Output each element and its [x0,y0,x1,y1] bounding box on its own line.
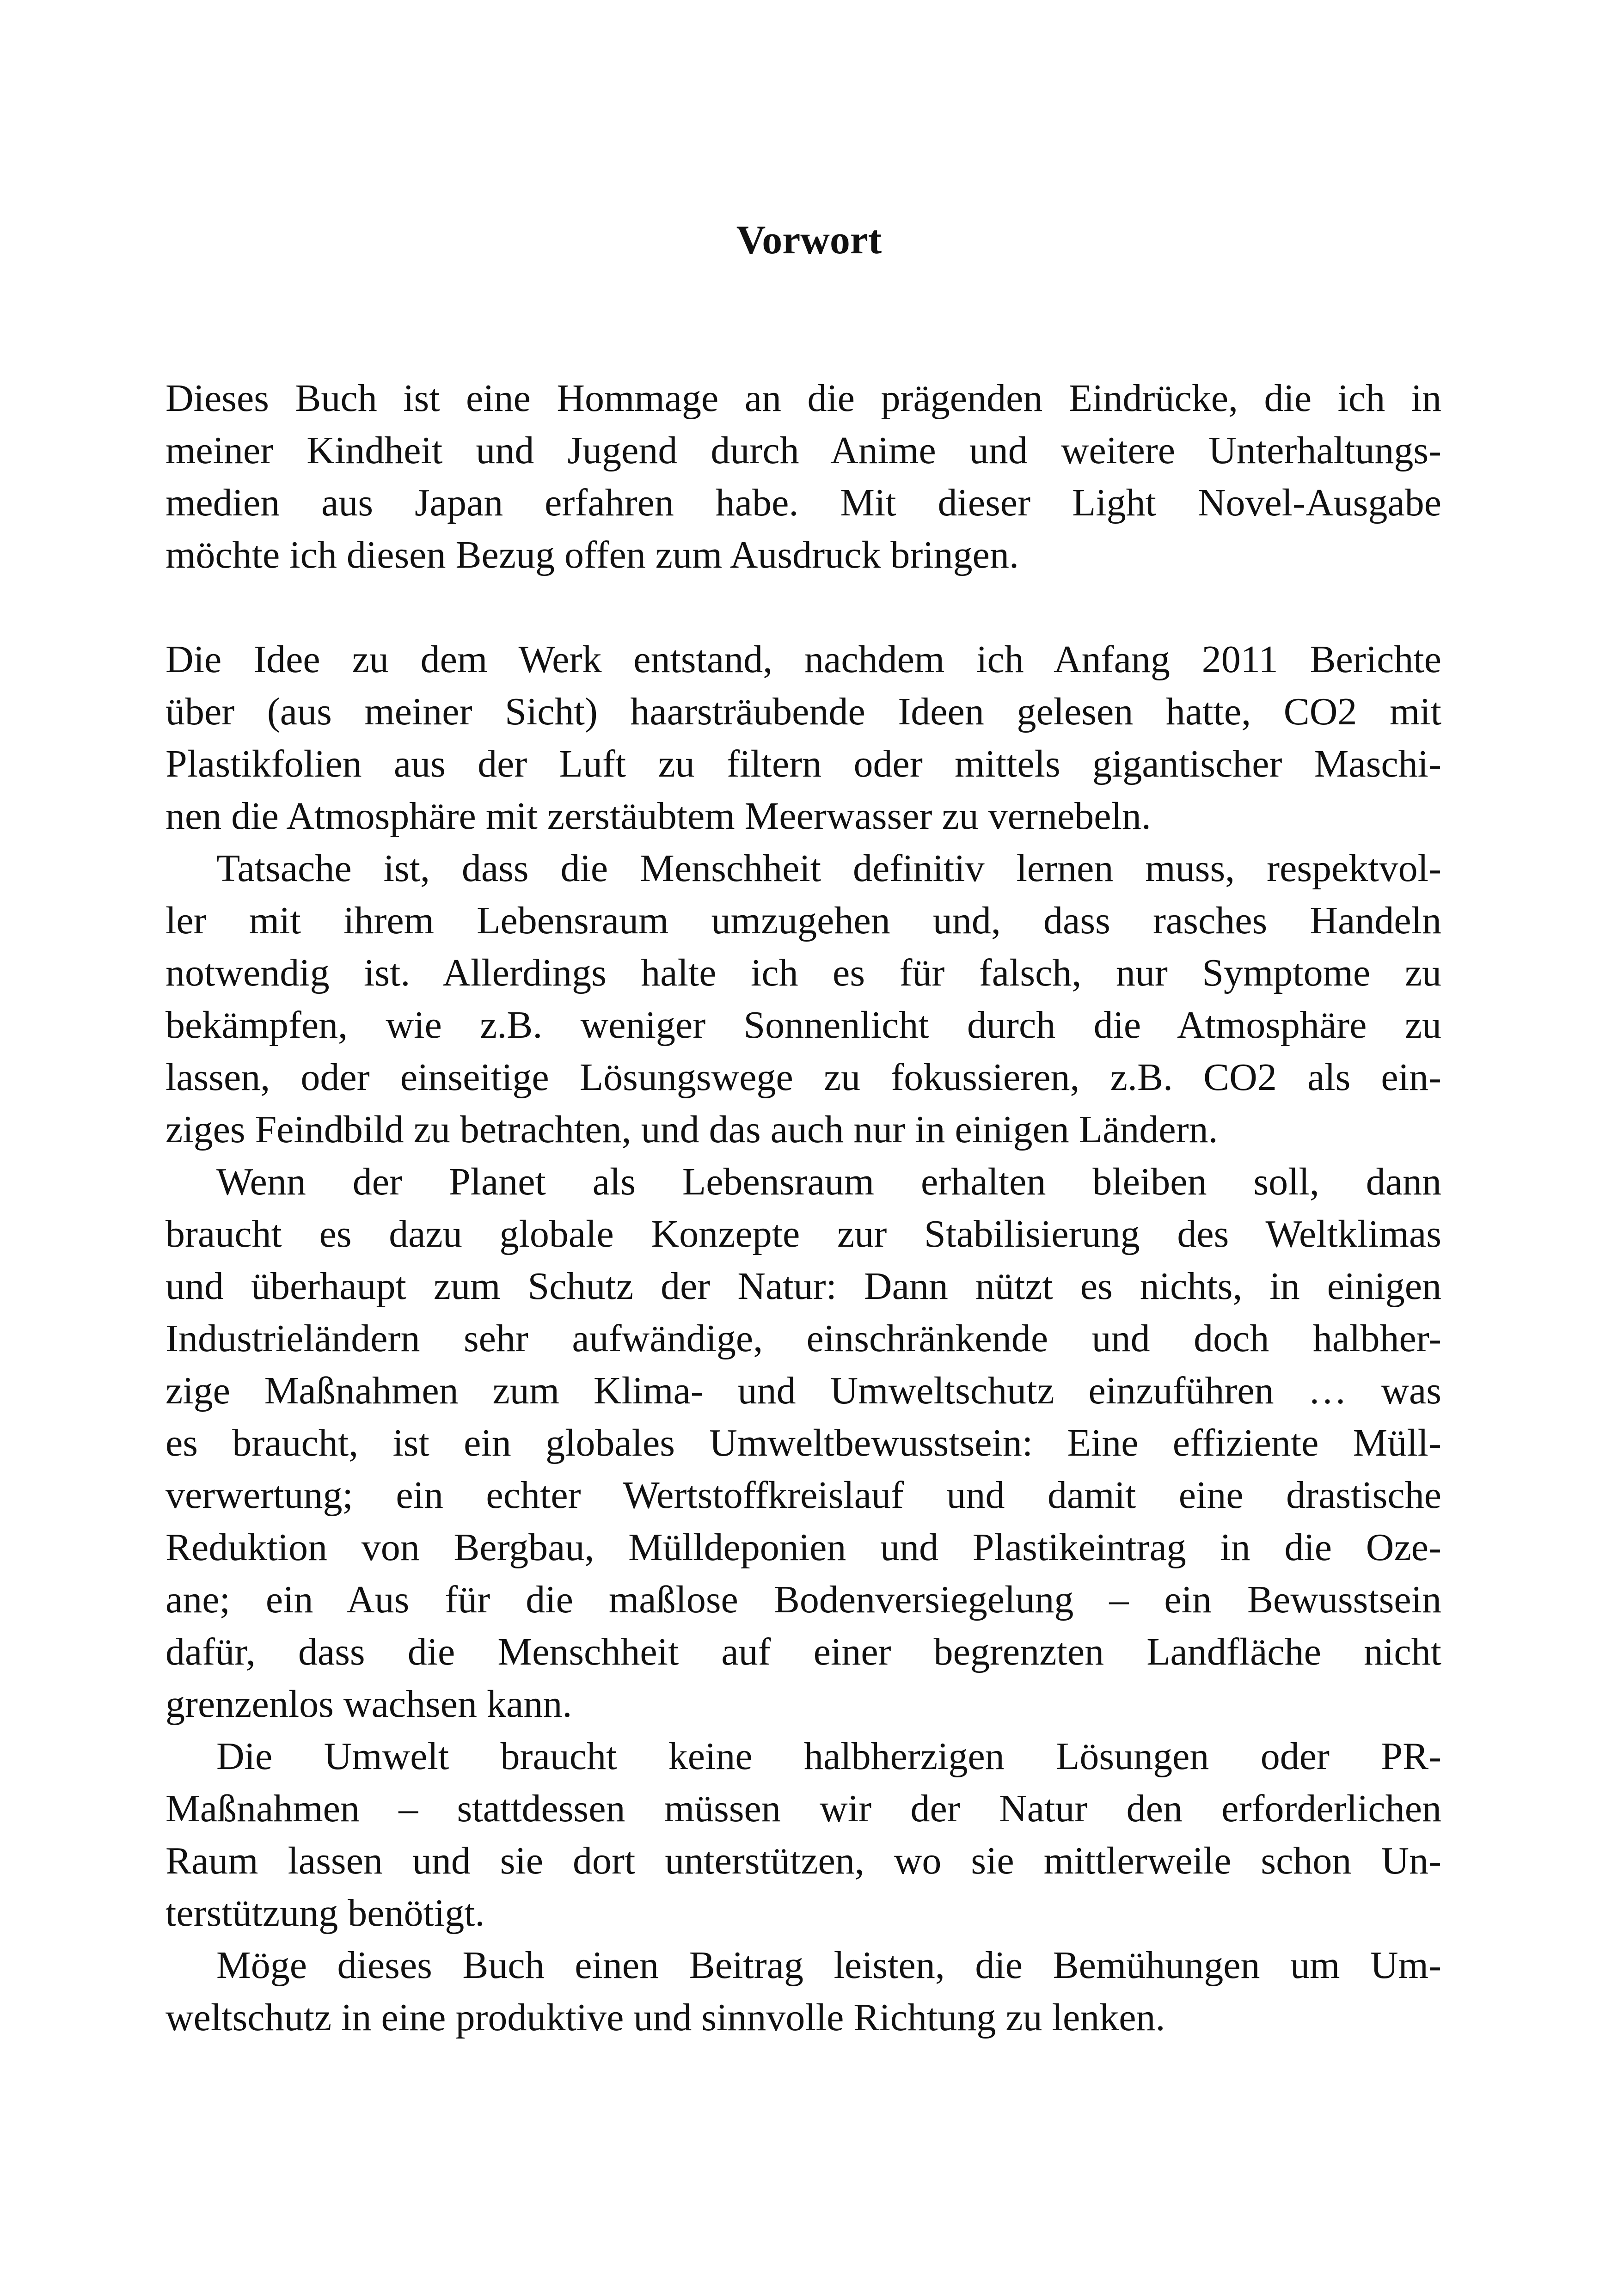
paragraph [165,842,1441,1156]
text-line: Raum lassen und sie dort unterstützen, wo sie mittlerweile schon Un- [165,1839,1441,1882]
text-line: braucht es dazu globale Konzepte zur Stabilisierung des Weltklimas [165,1212,1441,1255]
text-line: ziges Feindbild zu betrachten, und das auch nur in einigen Ländern. [165,1108,1218,1151]
text-line: Maßnahmen – stattdessen müssen wir der Natur den erforderlichen [165,1787,1441,1830]
text-line: bekämpfen, wie z.B. weniger Sonnenlicht durch die Atmosphäre zu [165,1004,1441,1047]
text-line: es braucht, ist ein globales Umweltbewusstsein: Eine effiziente Müll- [165,1421,1441,1464]
body-text [165,372,1441,2044]
text-line: über (aus meiner Sicht) haarsträubende Ideen gelesen hatte, CO2 mit [165,690,1441,733]
text-line: meiner Kindheit und Jugend durch Anime und weitere Unterhaltungs- [165,429,1441,472]
text-line: lassen, oder einseitige Lösungswege zu fokussieren, z.B. CO2 als ein- [165,1056,1441,1099]
text-line: zige Maßnahmen zum Klima- und Umweltschutz einzuführen … was [165,1369,1441,1412]
text-line: terstützung benötigt. [165,1892,485,1935]
text-line: möchte ich diesen Bezug offen zum Ausdruck bringen. [165,533,1019,576]
paragraph [165,633,1441,842]
text-line: Die Umwelt braucht keine halbherzigen Lösungen oder PR- [216,1735,1441,1778]
text-line: Die Idee zu dem Werk entstand, nachdem ich Anfang 2011 Berichte [165,638,1441,681]
paragraph [165,1730,1441,1939]
text-line: Dieses Buch ist eine Hommage an die prägenden Eindrücke, die ich in [165,377,1441,420]
text-line: notwendig ist. Allerdings halte ich es für falsch, nur Symptome zu [165,951,1441,994]
text-line: und überhaupt zum Schutz der Natur: Dann nützt es nichts, in einigen [165,1265,1441,1308]
paragraph-gap [165,581,1441,633]
text-line: Industrieländern sehr aufwändige, einschränkende und doch halbher- [165,1317,1441,1360]
text-line: verwertung; ein echter Wertstoffkreislauf und damit eine drastische [165,1474,1441,1517]
paragraph [165,372,1441,581]
text-line: dafür, dass die Menschheit auf einer begrenzten Landfläche nicht [165,1630,1441,1673]
paragraph [165,1156,1441,1730]
text-line: grenzenlos wachsen kann. [165,1683,572,1726]
text-line: nen die Atmosphäre mit zerstäubtem Meerwasser zu vernebeln. [165,795,1151,838]
text-line: ler mit ihrem Lebensraum umzugehen und, dass rasches Handeln [165,899,1441,942]
text-line: Plastikfolien aus der Luft zu filtern oder mittels gigantischer Maschi- [165,742,1441,785]
text-line: ane; ein Aus für die maßlose Bodenversiegelung – ein Bewusstsein [165,1578,1441,1621]
text-line: medien aus Japan erfahren habe. Mit dieser Light Novel-Ausgabe [165,481,1441,524]
paragraph [165,1939,1441,2044]
page-title: Vorwort [736,218,882,263]
text-line: weltschutz in eine produktive und sinnvolle Richtung zu lenken. [165,1996,1165,2039]
text-line: Tatsache ist, dass die Menschheit definitiv lernen muss, respektvol- [216,847,1441,890]
text-line: Reduktion von Bergbau, Mülldeponien und Plastikeintrag in die Oze- [165,1526,1441,1569]
text-line: Wenn der Planet als Lebensraum erhalten bleiben soll, dann [216,1160,1441,1203]
text-line: Möge dieses Buch einen Beitrag leisten, die Bemühungen um Um- [216,1944,1441,1987]
